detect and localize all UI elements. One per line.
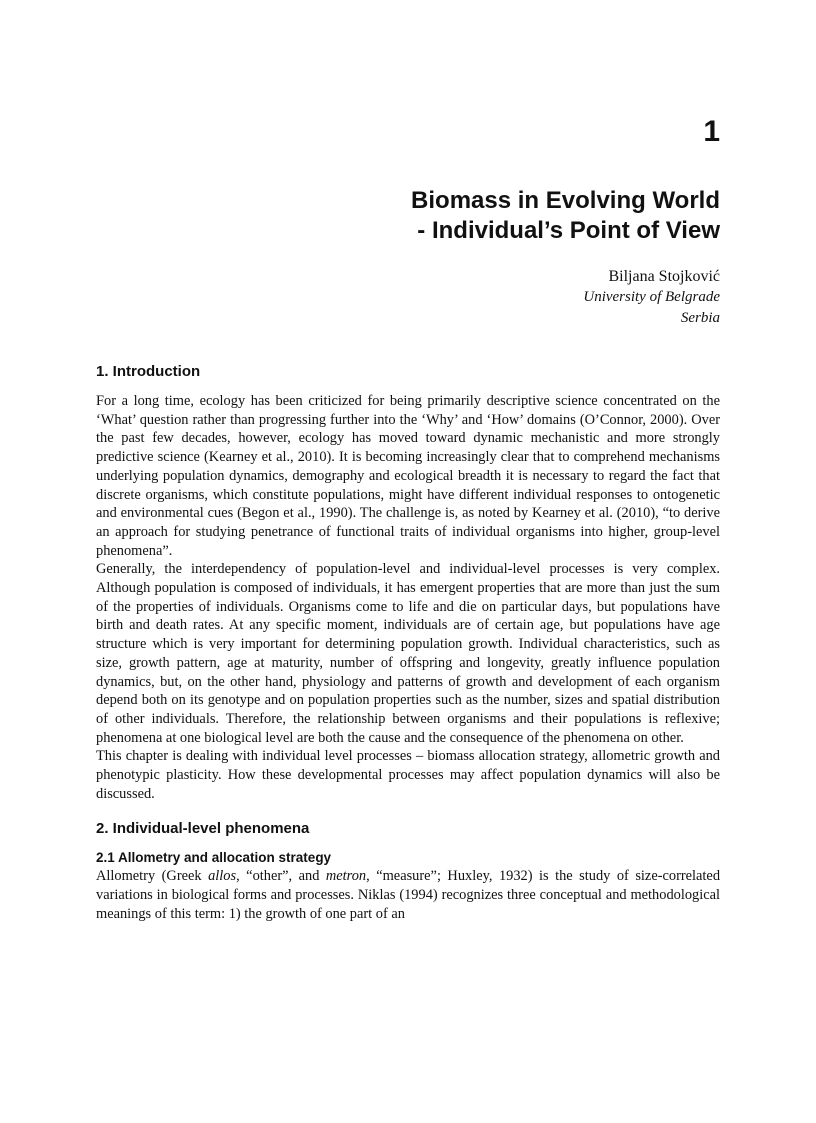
allometry-text-a: Allometry (Greek — [96, 868, 209, 885]
author-country: Serbia — [680, 310, 720, 326]
subsection-heading-allometry: 2.1 Allometry and allocation strategy — [96, 850, 332, 866]
chapter-title-line-1: Biomass in Evolving World — [411, 187, 720, 214]
body-text — [96, 362, 720, 924]
section-heading-individual-level: 2. Individual-level phenomena — [96, 820, 310, 838]
intro-paragraph-1: For a long time, ecology has been criticized for being primarily descriptive science concentrated on the ‘What’ question rather than progressing further into the ‘Why’ and ‘How’ domains (O’Connor, 2000). Over the past few decades, however, ecology has moved toward dynamic mechanistic and more strongly predictive science (Kearney et al., 2010). It is becoming increasingly clear that to comprehend mechanisms underlying population dynamics, demography and ecological breadth it is necessary to regard the fact that discrete organisms, which constitute populations, might have different individual responses to ontogenetic and environmental cues (Begon et al., 1990). The challenge is, as noted by Kearney et al. (2010), “to derive an approach for studying penetrance of functional traits of individual organisms into higher, group-level phenomena”. — [96, 393, 720, 559]
chapter-title — [411, 186, 720, 246]
allometry-text-c: , “measure”; Huxley, 1932) is the study of size-correlated variations in biological forms and processes. Niklas (1994) recognizes three conceptual and methodological meanings of this term: 1) the growth of one part of an — [96, 868, 721, 922]
allometry-paragraph — [96, 867, 720, 923]
term-allos: allos — [208, 868, 237, 885]
author-affiliation: University of Belgrade — [583, 289, 720, 305]
allometry-text-b: , “other”, and — [236, 868, 326, 885]
term-metron: metron — [325, 868, 367, 885]
section-heading-introduction: 1. Introduction — [96, 363, 201, 380]
author-block — [583, 266, 720, 329]
chapter-title-line-2: - Individual’s Point of View — [417, 217, 720, 244]
intro-paragraph-3: This chapter is dealing with individual level processes – biomass allocation strategy, allometric growth and phenotypic plasticity. How these developmental processes may affect population dynamics will also be discussed. — [96, 748, 720, 802]
author-name: Biljana Stojković — [608, 268, 720, 285]
intro-paragraph-2: Generally, the interdependency of population-level and individual-level processes is very complex. Although population is composed of individuals, it has emergent properties that are more than just the sum of the properties of individuals. Organisms come to life and die on particular days, but populations have birth and death rates. At any specific moment, individuals are of certain age, but populations have age structure which is very important for determining population growth. Individual characteristics, such as size, growth pattern, age at maturity, number of offspring and longevity, greatly influence population dynamics, but, on the other hand, physiology and patterns of growth and development of each organism depend both on its genotype and on population properties such as the number, sizes and spatial distribution of other individuals. Therefore, the relationship between organisms and their populations is reflexive; phenomena at one biological level are both the cause and the consequence of the phenomena on other. — [96, 561, 720, 746]
chapter-number: 1 — [703, 115, 720, 148]
